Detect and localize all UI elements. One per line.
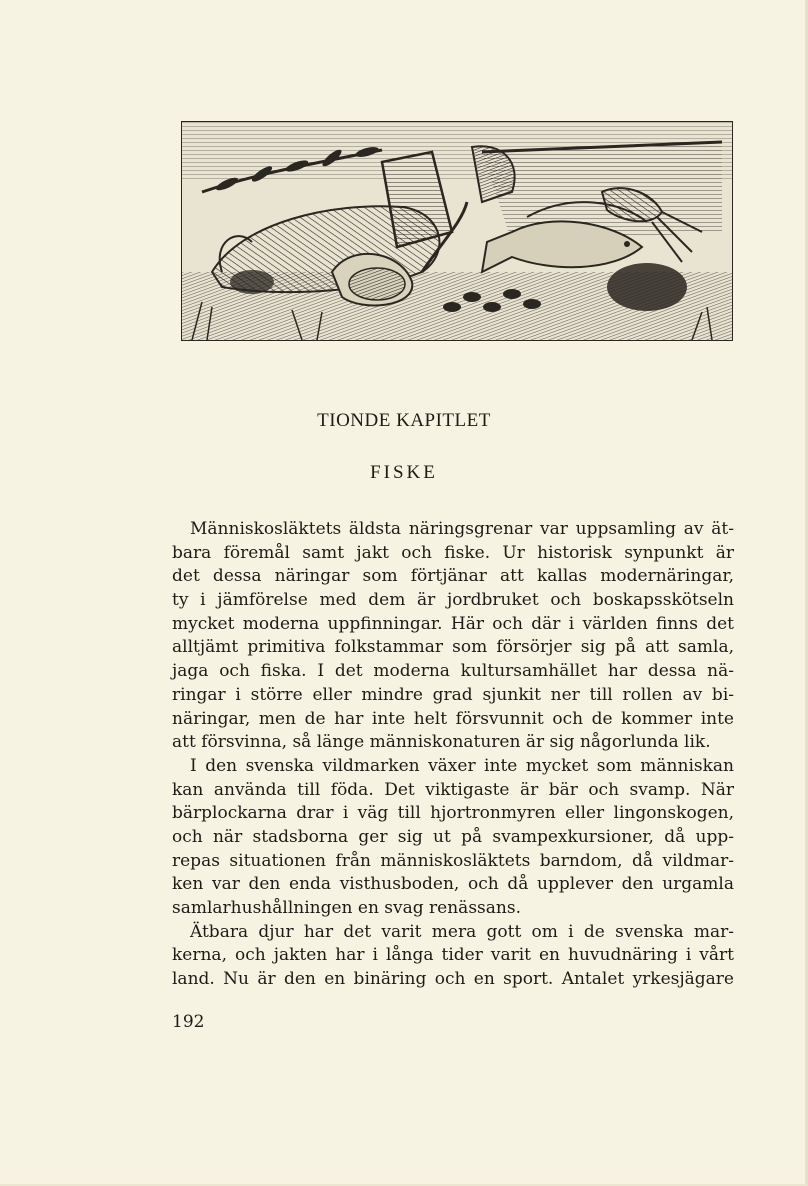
text-line: ty i jämförelse med dem är jordbruket och boskapsskötseln: [172, 590, 734, 611]
text-line: och när stadsborna ger sig ut på svampexkursioner, då upp-: [172, 826, 734, 847]
text-line: I den svenska vildmarken växer inte mycket som människan: [190, 755, 734, 776]
body-text: [172, 518, 734, 992]
text-line: ken var den enda visthusboden, och då upplever den urgamla: [172, 874, 734, 895]
text-line: repas situationen från människosläktets barndom, då vildmar-: [172, 850, 734, 871]
still-life-engraving-icon: [182, 122, 732, 340]
text-line: att försvinna, så länge människonaturen är sig någorlunda lik.: [172, 732, 711, 753]
text-line: bärplockarna drar i väg till hjortronmyren eller lingonskogen,: [172, 803, 734, 824]
text-line: samlarhushållningen en svag renässans.: [172, 898, 521, 918]
text-line: mycket moderna uppfinningar. Här och där i världen finns det: [172, 613, 734, 634]
text-line: ringar i större eller mindre grad sjunkit ner till rollen av bi-: [172, 684, 734, 705]
text-line: Ätbara djur har det varit mera gott om i de svenska mar-: [190, 921, 734, 942]
chapter-label: TIONDE KAPITLET: [317, 410, 491, 431]
page-number: 192: [172, 1012, 205, 1032]
text-line: kerna, och jakten har i långa tider varit en huvudnäring i vårt: [172, 945, 734, 966]
text-line: det dessa näringar som förtjänar att kallas modernäringar,: [172, 566, 734, 587]
text-line: näringar, men de har inte helt försvunnit och de kommer inte: [172, 708, 734, 729]
text-line: land. Nu är den en binäring och en sport. Antalet yrkesjägare: [172, 969, 734, 990]
text-line: jaga och fiska. I det moderna kultursamhället har dessa nä-: [172, 661, 734, 682]
text-line: alltjämt primitiva folkstammar som försörjer sig på att samla,: [172, 637, 734, 658]
chapter-title: FISKE: [370, 462, 438, 483]
text-line: bara föremål samt jakt och fiske. Ur historisk synpunkt är: [172, 542, 734, 563]
text-line: Människosläktets äldsta näringsgrenar var uppsamling av ät-: [190, 519, 734, 539]
text-line: kan använda till föda. Det viktigaste är bär och svamp. När: [172, 779, 734, 800]
